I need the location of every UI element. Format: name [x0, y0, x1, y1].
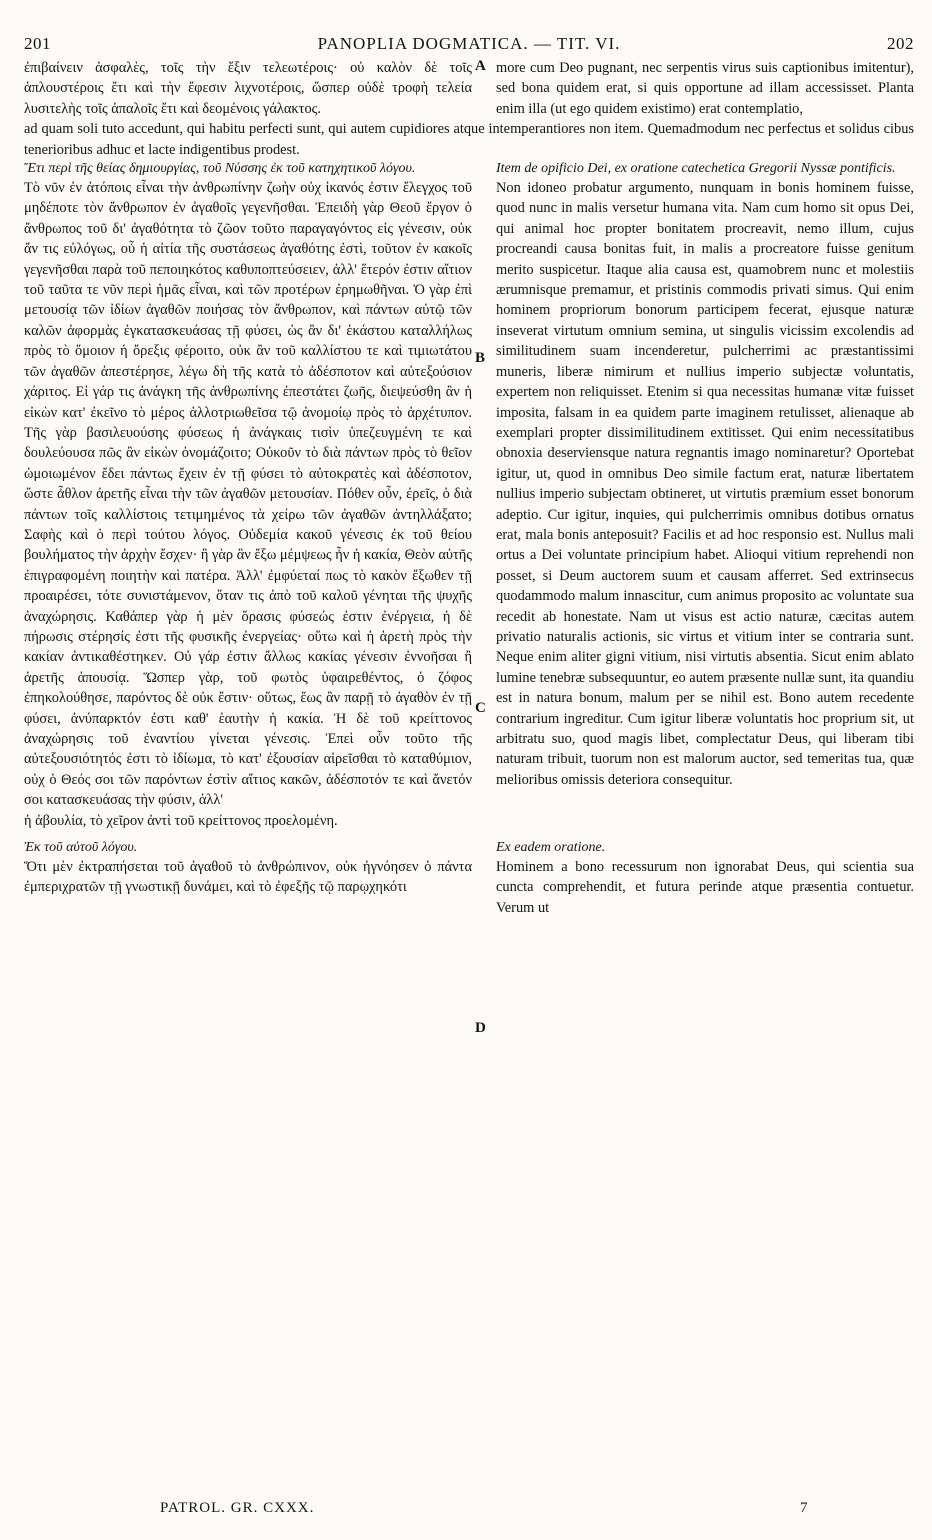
margin-marker-b: B: [475, 350, 486, 367]
greek-text-2: Ὅτι μὲν ἐκτραπήσεται τοῦ ἀγαθοῦ τὸ ἀνθρώπινον, οὐκ ἠγνόησεν ὁ πάντα ἐμπεριχρατῶν τῇ γνωστικῇ δυνάμει, καὶ τὸ ἐφεξῆς τῷ παρῳχηκότι: [24, 859, 472, 896]
latin-heading-1: Item de opificio Dei, ex oratione catechetica Gregorii Nyssæ pontificis.: [496, 161, 896, 177]
latin-column-2: [486, 839, 914, 918]
latin-column-top: [486, 58, 914, 119]
running-title: PANOPLIA DOGMATICA. — TIT. VI.: [317, 34, 621, 53]
greek-heading-1: Ἔτι περὶ τῆς θείας δημιουργίας, τοῦ Νύσσης ἐκ τοῦ κατηχητικοῦ λόγου.: [24, 161, 416, 177]
margin-marker-a: A: [475, 58, 486, 74]
page-number-right: 202: [887, 34, 914, 53]
greek-text-top: ἐπιβαίνειν ἀσφαλὲς, τοῖς τὴν ἕξιν τελεωτέροις· οὐ καλὸν δὲ τοῖς ἁπλουστέροις ἔτι καὶ τὴν ἔφεσιν λιχνοτέροις, ὥσπερ οὐδὲ τροφὴ τελεία λυσιτελὴς τοῖς ἁπαλοῖς ἔτι καὶ δεομένοις γάλακτος.: [24, 60, 472, 117]
margin-marker-c: C: [475, 700, 486, 717]
top-section: [24, 58, 914, 119]
latin-text-top: more cum Deo pugnant, nec serpentis virus suis captionibus imitentur), sed bona quidem erat, si quis opportune ad illam accessisset. Planta enim illa (ut ego quidem existimo) erat contemplatio,: [496, 60, 914, 117]
sheet-number: 7: [800, 1500, 808, 1516]
latin-column-1: [486, 160, 914, 811]
margin-marker-d: D: [475, 1020, 486, 1037]
full-width-text-top: ad quam soli tuto accedunt, qui habitu perfecti sunt, qui autem cupidiores atque intemperantiores non item. Quemadmodum nec perfectus et solidus cibus tenerioribus adhuc et lacte indigentibus prodest.: [24, 121, 914, 158]
greek-column-top: [24, 58, 486, 119]
latin-text-2: Hominem a bono recessurum non ignorabat Deus, qui scientia sua cuncta comprehendit, et futura perinde atque præsentia contuetur. Verum ut: [496, 859, 914, 916]
latin-heading-2: Ex eadem oratione.: [496, 840, 606, 856]
full-width-paragraph-1: [24, 811, 914, 831]
running-head: [24, 34, 914, 54]
full-width-paragraph-top: [24, 119, 914, 160]
latin-text-1: Non idoneo probatur argumento, nunquam in bonis hominem fuisse, quod nunc in malis versetur humana vita. Nam cum homo sit opus Dei, qui animal hoc propter bonitatem procreavit, nemo illum, cujus procreandi causa bonitas fuit, in malis a procreatore fuisse genitum merito suspicetur. Itaque alia causa est, quamobrem nunc et molestiis ærumnisque premamur, et pristinis commodis privati simus. Qui enim hominem propriorum bonorum participem fecerat, ejusque naturæ inseverat virtutum omnium semina, ut singulis vicissim excolendis ad similitudinem suam incenderetur, pulcherrimi ac præstantissimi muneris, liberæ nimirum et nullius imperio subjectæ voluntatis, expertem non reliquisset. Etenim si qua necessitas humanæ vitæ fuisset imposita, falsam in ea quidem parte imaginem retulisset, alienaque ab exemplari propter dissimilitudinem extitisset. Qui enim necessitatibus obnoxia deserviensque natura regnantis imago nominaretur? Oportebat igitur, ut, quod in omnibus Deo simile factum erat, naturæ libertatem nullius imperio subjectam obtineret, ut virtutis præmium esset bonorum adeptio. Cur igitur, inquies, qui pulcherrimis omnibus dotibus ornatus erat, mala bonis anteposuit? Facilis et ad hoc responsio est. Nullus mali ortus a Dei voluntate principium habet. Alioqui vitium reprehendi non posset, si Deum auctorem suum et causam afferret. Sed extrinsecus quodammodo malum innascitur, cum animus proposito ac voluntate sua recedit ab honestate. Nam ut visus est actio naturæ, cæcitas autem privatio naturalis actionis, sic virtus et vitium inter se contraria sunt. Neque enim aliter gigni vitium, nisi virtutis absentia. Sicut enim ablato lumine tenebræ subsequuntur, eo autem præsente nullæ sunt, ita quandiu est in natura bonum, malum per se nihil est. Bono autem recedente contrarium ingreditur. Cum igitur liberæ voluntatis hoc proprium sit, ut arbitratu suo, quod magis libet, complectatur Deus, qui liberam tibi naturam tribuit, tuorum non est malorum auctor, sed temeritas tua, quæ melioribus omissis deteriora consequitur.: [496, 180, 914, 788]
section-2: [24, 839, 914, 918]
full-width-text-1: ἡ ἀβουλία, τὸ χεῖρον ἀντὶ τοῦ κρείττονος προελομένη.: [24, 812, 338, 829]
greek-text-1: Τὸ νῦν ἐν ἀτόποις εἶναι τὴν ἀνθρωπίνην ζωὴν οὐχ ἱκανός ἐστιν ἔλεγχος τοῦ μηδέποτε τὸν ἄνθρωπον ἐν ἀγαθοῖς γεγενῆσθαι. Ἐπειδὴ γὰρ Θεοῦ ἔργον ὁ ἄνθρωπος τοῦ δι' ἀγαθότητα τὸ ζῶον τοῦτο παραγαγόντος εἰς γένεσιν, οὐκ ἄν τις εὐλόγως, οὗ ἡ αἰτία τῆς συστάσεως ἀγαθότης ἐστὶ, τοῦτον ἐν κακοῖς γεγενῆσθαι παρὰ τοῦ πεποιηκότος καθυποπτεύσειεν, ἀλλ' ἕτερόν ἐστιν αἴτιον τοῦ ταῦτα τε νῦν περὶ ἡμᾶς εἶναι, καὶ τῶν προτέρων ἐρημωθῆναι. Ὁ γὰρ ἐπὶ μετουσίᾳ τῶν ἰδίων ἀγαθῶν ποιήσας τὸν ἄνθρωπον, καὶ πάντων αὐτῷ τῶν καλῶν ἀφορμὰς ἐγκατασκευάσας τῇ φύσει, ὡς ἂν δι' ἑκάστου καταλλήλως πρὸς τὸ ὅμοιον ἡ ὄρεξις φέροιτο, οὐκ ἂν τοῦ καλλίστου τε καὶ τιμιωτάτου τῶν ἀγαθῶν ἀπεστέρησε, λέγω δὴ τῆς κατὰ τὸ ἀδέσποτον καὶ αὐτεξούσιον χάριτος. Εἰ γάρ τις ἀνάγκη τῆς ἀνθρωπίνης ἐπεστάτει ζωῆς, διεψεύσθη ἂν ἡ εἰκὼν κατ' ἐκεῖνο τὸ μέρος ἀλλοτριωθεῖσα τῷ ἀνομοίῳ πρὸς τὸ ἀρχέτυπον. Τῆς γὰρ βασιλευούσης φύσεως ἡ ἀνάγκαις τισὶν ὑπεζευγμένη τε καὶ δουλεύουσα πῶς ἂν εἰκὼν ὀνομάζοιτο; Οὐκοῦν τὸ διὰ πάντων πρὸς τὸ θεῖον ὡμοιωμένον ἔδει πάντως ἔχειν ἐν τῇ φύσει τὸ αὐτοκρατὲς καὶ ἀδέσποτον, ὥστε ἆθλον ἀρετῆς εἶναι τὴν τῶν ἀγαθῶν μετουσίαν. Πόθεν οὖν, ἐρεῖς, ὁ διὰ πάντων τοῖς καλλίστοις τετιμημένος τὰ χείρω τῶν ἀγαθῶν ἀντηλλάξατο; Σαφὴς καὶ ὁ περὶ τούτου λόγος. Οὐδεμία κακοῦ γένεσις ἐκ τοῦ θείου βουλήματος τὴν ἀρχὴν ἔσχεν· ἢ γὰρ ἂν ἔξω μέμψεως ἦν ἡ κακία, Θεὸν αὐτῆς ἐπιγραφομένη ποιητὴν καὶ πατέρα. Ἀλλ' ἐμφύεταί πως τὸ κακὸν ἔξωθεν τῇ προαιρέσει, τότε συνιστάμενον, ὅταν τις ἀπὸ τοῦ καλοῦ γένηται τῆς ψυχῆς ἀναχώρησις. Καθάπερ γὰρ ἡ μὲν ὅρασις φύσεώς ἐστιν ἐνέργεια, ἡ δὲ πήρωσις στέρησίς ἐστι τῆς φυσικῆς ἐνεργείας· οὕτω καὶ ἡ ἀρετὴ πρὸς τὴν κακίαν ἀντικαθέστηκεν. Οὐ γάρ ἐστιν ἄλλως κακίας γένεσιν ἐννοῆσαι ἢ ἀρετῆς ἀπουσίᾳ. Ὥσπερ γὰρ, τοῦ φωτὸς ὑφαιρεθέντος, ὁ ζόφος ἐπηκολούθησε, παρόντος δὲ οὐκ ἔστιν· οὕτως, ἕως ἂν παρῇ τὸ ἀγαθὸν ἐν τῇ φύσει, ἀνύπαρκτόν ἐστι καθ' ἑαυτὴν ἡ κακία. Ἡ δὲ τοῦ κρείττονος ἀναχώρησις τοῦ ἐναντίου γίνεται γένεσις. Ἐπεὶ οὖν τοῦτο τῆς αὐτεξουσιότητός ἐστι τὸ ἰδίωμα, τὸ κατ' ἐξουσίαν αἱρεῖσθαι τὸ καταθύμιον, οὐχ ὁ Θεός σοι τῶν παρόντων ἐστὶν αἴτιος κακῶν, ἀδέσποτόν τε καὶ ἄνετόν σοι κατασκευάσας τὴν φύσιν, ἀλλ': [24, 180, 472, 809]
page-number-left: 201: [24, 34, 51, 53]
greek-column-2: [24, 839, 486, 918]
greek-column-1: [24, 160, 486, 811]
greek-heading-2: Ἐκ τοῦ αὐτοῦ λόγου.: [24, 840, 138, 856]
signature-mark: PATROL. GR. CXXX.: [160, 1500, 315, 1516]
